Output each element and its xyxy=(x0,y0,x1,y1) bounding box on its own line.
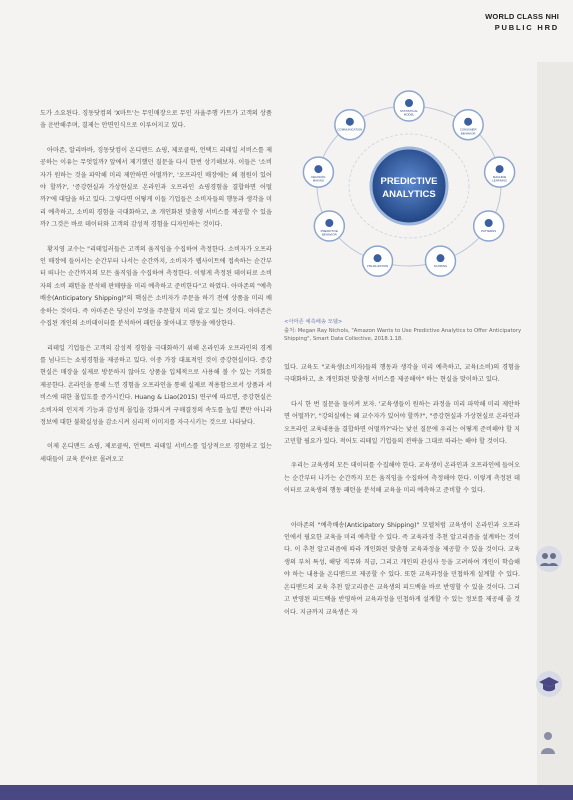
figure-caption xyxy=(284,318,534,344)
diagram-node xyxy=(335,110,365,140)
center-text-2: ANALYTICS xyxy=(382,189,436,200)
diagram-node-label: COMMUNICATION xyxy=(337,127,363,132)
page-header xyxy=(485,12,559,32)
magazine-subtitle: PUBLIC HRD xyxy=(494,23,559,32)
diagram-node xyxy=(314,211,344,241)
person-icon xyxy=(539,730,557,760)
diagram-node-icon xyxy=(436,254,444,262)
diagram-node xyxy=(363,246,393,276)
bottom-band xyxy=(0,785,573,800)
diagram-node-icon xyxy=(325,219,333,227)
diagram-node-icon xyxy=(485,219,493,227)
diagram-node-label: LEARNING xyxy=(492,178,507,183)
paragraph: 리테일 기업들은 고객의 감성적 경험을 극대화하기 위해 온라인과 오프라인의 경계를 넘나드는 쇼핑경험을 제공하고 있다. 이중 가장 대표적인 것이 증강현실이다. 증강현실은 매장을 실제로 방문하지 않아도 상품을 입체적으로 사용해 볼 수 있는 기회를 제공한다. 온라인을 통해 느낀 경험을 오프라인을 통해 실제로 적용함으로서 상품과 서비스에 대한 몰입도를 증가시킨다. Huang & Liao(2015) 연구에 따르면, 증강현실은 소비자의 인지적 기능과 감성적 몰입을 강화시켜 구매결정의 속도를 높일 뿐만 아니라 정보에 대한 불확실성을 감소시켜 심리적 이미지를 자극시키는 것으로 나타났다. xyxy=(40,344,272,426)
paragraph: 우리는 교육생의 모든 데이터를 수집해야 한다. 교육생이 온라인과 오프라인에 들어오는 순간부터 나가는 순간까지 모든 움직임을 수집하여 측정해야 한다. 이렇게 측정된 데이터로 교육생의 행동 패턴을 분석해 교육을 미리 예측하고 준비할 수 있다. xyxy=(284,462,520,495)
caption-source: 출처: Megan Ray Nichols, "Amazon Wants to Use Predictive Analytics to Offer Anticipatory Shipping", Smart Data Collective, 2018.1.18. xyxy=(284,327,522,343)
predictive-analytics-diagram xyxy=(284,58,534,308)
diagram-node xyxy=(394,91,424,121)
diagram-node-label: PATTERNS xyxy=(481,229,497,233)
diagram-node-label: PREDICTIVE xyxy=(320,229,339,233)
center-text-1: PREDICTIVE xyxy=(380,176,438,187)
left-column xyxy=(40,108,272,466)
diagram-node-icon xyxy=(464,118,472,126)
diagram-node-icon xyxy=(314,165,322,173)
diagram-node-label: VISUALIZATION xyxy=(366,264,389,269)
paragraph: 있다. 교육도 "교육생(소비자)들의 행동과 생각을 미리 예측하고, 교육(소비)의 경험을 극대화하고, 초 개인화된 맞춤형 서비스를 제공해야" 하는 현실을 맞이하고 있다. xyxy=(284,364,520,384)
caption-title: <아마존 예측배송 모델> xyxy=(284,319,343,325)
diagram-node-icon xyxy=(405,99,413,107)
diagram-node xyxy=(453,110,483,140)
diagram-node-icon xyxy=(346,118,354,126)
paragraph: 도가 소요된다. 징동닷컴의 'X마트'는 무인매장으로 무인 자율주행 카트가 고객의 상품을 운반해주며, 결제는 안면인식으로 이루어지고 있다. xyxy=(40,110,272,130)
diagram-node-label: MAKING xyxy=(312,178,325,183)
diagram-node-label: SCORING xyxy=(433,264,448,269)
diagram-node-label: DECISION xyxy=(311,175,326,180)
diagram-node xyxy=(474,211,504,241)
diagram-node xyxy=(303,157,333,187)
paragraph: 이제 온디맨드 쇼핑, 제로클릭, 언택트 리테일 서비스를 일상적으로 경험하고 있는 세대들이 교육 분야로 몰려오고 xyxy=(40,443,272,463)
predictive-analytics-figure xyxy=(284,58,534,308)
diagram-node-label: BEHAVIOR xyxy=(460,131,476,136)
diagram-node-label: MACHINE xyxy=(492,175,507,180)
diagram-node xyxy=(425,246,455,276)
diagram-node-icon xyxy=(496,165,504,173)
graduation-cap-icon xyxy=(535,670,563,702)
right-column xyxy=(284,362,520,631)
diagram-node-label: STATISTICAL xyxy=(400,109,418,113)
magazine-title: WORLD CLASS NHI xyxy=(485,12,559,21)
diagram-node xyxy=(485,157,515,187)
people-icon xyxy=(535,545,563,577)
paragraph: 황지영 교수는 "리테일러들은 고객의 움직임을 수집하여 측정한다. 소비자가 오프라인 매장에 들어서는 순간부터 나서는 순간까지, 소비자가 웹사이트에 접속하는 순간부터 떠나는 순간까지의 모든 움직임을 수집하여 측정한다. 이렇게 측정된 데이터로 소비자의 소비 패턴을 분석해 판매량을 미리 예측하고 준비한다"고 하였다. 아마존의 "예측배송(Anticipatory Shipping)"의 핵심은 소비자가 주문을 하기 전에 상품을 미리 배송하는 것이다. 즉 아마존은 당신이 무엇을 주문할지 미리 알고 있는 것이다. 아마존은 수집된 개인의 소비데이터를 분석하여 패턴을 찾아내고 행동을 예상한다. xyxy=(40,245,272,328)
diagram-node-label: BEHAVIOR xyxy=(321,232,337,237)
diagram-node-label: CONSUMER xyxy=(459,127,477,132)
paragraph: 다시 한 번 질문을 돌이켜 보자. '교육생들이 원하는 과정을 미리 파악해 미리 제안하면 어떨까?', "강의실에는 왜 교수자가 있어야 할까?", "증강현실과 가상현실로 온라인과 오프라인 교육내용을 결합하면 어떨까?"라는 낯선 질문에 우리는 어떻게 준비해야 할 지 고민할 필요가 있다. 적어도 리테일 기업들의 전략을 그대로 따라는 해야 할 것이다. xyxy=(284,400,520,446)
paragraph: 아마존, 알리바바, 징동닷컴이 온디맨드 쇼핑, 제로클릭, 언택드 리테일 서비스를 제공하는 이유는 무엇일까? 앞에서 제기했던 질문을 다시 한번 상기해보자. 이들은 '소비자가 원하는 것을 파악해 미리 제안하면 어떨까?', '오프라인 매장에는 왜 점원이 있어야 할까?', '증강현실과 가상현실로 온라인과 오프라인 쇼핑경험을 결합하면 어떨까?'에 대답을 하고 있다. 그렇다면 어떻게 이들 기업들은 소비자들의 행동과 생각을 미리 예측하고, 소비의 경험을 극대화하고, 초 개인화된 맞춤형 서비스를 제공할 수 있을까? 그것은 바로 데이터와 고객의 감성적 경험을 디자인하는 것이다. xyxy=(40,146,272,229)
paragraph: 아마존의 "예측배송(Anticipatory Shipping)" 모델처럼 교육생이 온라인과 오프라인에서 필요한 교육을 미리 예측할 수 있다. 즉 교육과정 추천 알고리즘을 설계하는 것이다. 이 추천 알고리즘에 따라 개인화된 맞춤형 교육과정을 제공할 수 있을 것이다. 교육생의 부처 특성, 해당 직무와 직급, 그리고 개인의 관심사 등을 고려하여 개인이 학습해야 하는 내용을 온디맨드로 제공할 수 있다. 또한 교육과정을 민첩하게 설계할 수 있다. 온디맨드의 교육 추천 알고리즘은 교육생의 피드백을 바로 반영할 수 있을 것이다. 그리고 반영된 피드백을 반영하여 교육과정을 민첩하게 설계할 수 있는 정보를 제공해 줄 것이다. 지금까지 교육생은 자 xyxy=(284,521,520,616)
diagram-node-label: MODEL xyxy=(403,112,415,117)
diagram-node-icon xyxy=(374,254,382,262)
